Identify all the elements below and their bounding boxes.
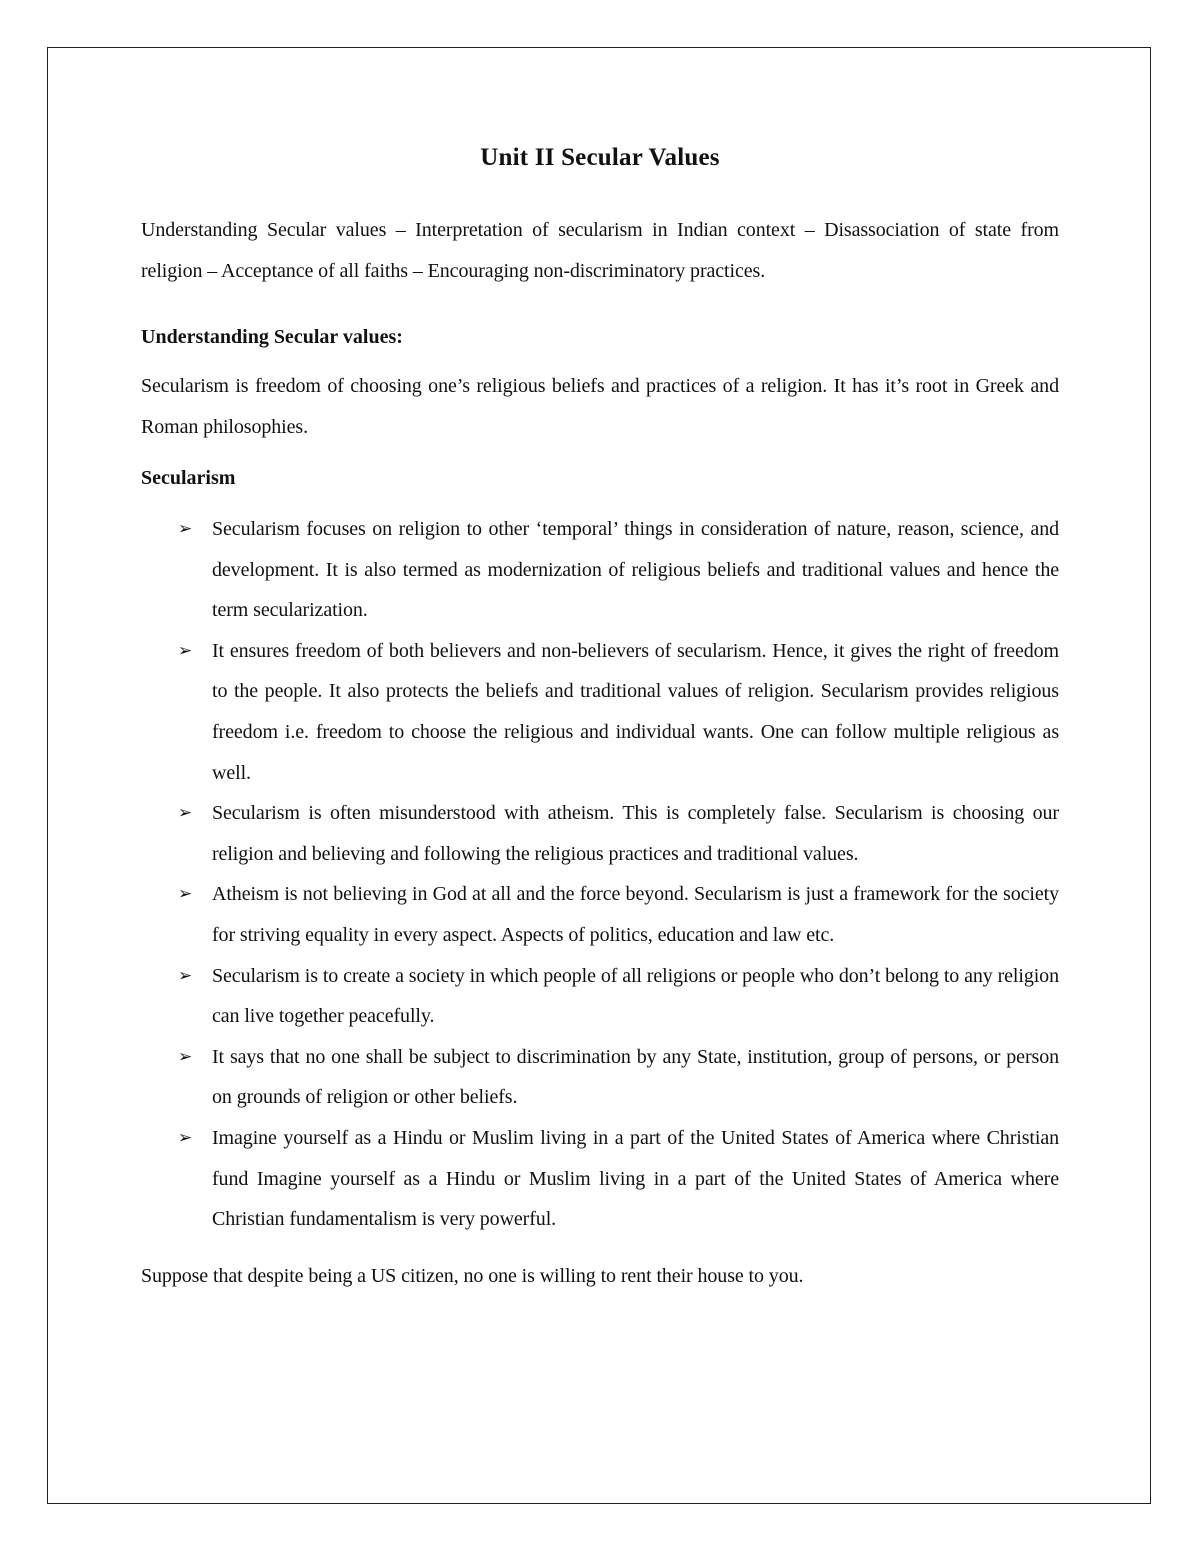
- list-item: [141, 1037, 1059, 1118]
- list-item-text: It ensures freedom of both believers and non-believers of secularism. Hence, it gives the right of freedom to the people. It also protects the beliefs and traditional values of religion. Secularism provides religious freedom i.e. freedom to choose the religious and individual wants. One can follow multiple religious as well.: [212, 639, 1059, 784]
- unit-syllabus-paragraph: Understanding Secular values – Interpretation of secularism in Indian context – Disassociation of state from religion – Acceptance of all faiths – Encouraging non-discriminatory practices.: [141, 219, 1059, 282]
- document-content: [141, 140, 1059, 1296]
- arrowhead-bullet-icon: ➢: [178, 965, 193, 986]
- arrowhead-bullet-icon: ➢: [178, 519, 193, 539]
- arrowhead-bullet-icon: ➢: [178, 1127, 193, 1148]
- arrowhead-bullet-icon: ➢: [178, 640, 193, 661]
- list-item: [141, 1118, 1059, 1240]
- secularism-definition-paragraph: Secularism is freedom of choosing one’s religious beliefs and practices of a religion. It has it’s root in Greek and Roman philosophies.: [141, 375, 1059, 438]
- list-item: [141, 956, 1059, 1037]
- section-heading-understanding: Understanding Secular values:: [141, 326, 403, 348]
- list-item: [141, 793, 1059, 874]
- list-item: [141, 631, 1059, 793]
- list-item-text: Atheism is not believing in God at all and the force beyond. Secularism is just a framework for the society for striving equality in every aspect. Aspects of politics, education and law etc.: [212, 883, 1059, 946]
- list-item: [141, 874, 1059, 955]
- closing-paragraph: Suppose that despite being a US citizen, no one is willing to rent their house to you.: [141, 1264, 804, 1287]
- list-item: [141, 509, 1059, 631]
- secularism-bullet-list: [141, 509, 1059, 1240]
- arrowhead-bullet-icon: ➢: [178, 803, 193, 824]
- page-title: Unit II Secular Values: [480, 144, 720, 171]
- arrowhead-bullet-icon: ➢: [178, 884, 193, 905]
- list-item-text: It says that no one shall be subject to discrimination by any State, institution, group of persons, or person on grounds of religion or other beliefs.: [212, 1045, 1059, 1109]
- list-item-text: Secularism is often misunderstood with atheism. This is completely false. Secularism is choosing our religion and believing and following the religious practices and traditional values.: [212, 802, 1059, 865]
- list-item-text: Imagine yourself as a Hindu or Muslim living in a part of the United States of America where Christian fund Imagine yourself as a Hindu or Muslim living in a part of the United States of America where Christian fundamentalism is very powerful.: [212, 1126, 1059, 1231]
- list-item-text: Secularism focuses on religion to other ‘temporal’ things in consideration of nature, reason, science, and development. It is also termed as modernization of religious beliefs and traditional values and hence the term secularization.: [212, 518, 1059, 622]
- section-heading-secularism: Secularism: [141, 467, 236, 489]
- list-item-text: Secularism is to create a society in which people of all religions or people who don’t belong to any religion can live together peacefully.: [212, 964, 1059, 1028]
- arrowhead-bullet-icon: ➢: [178, 1046, 193, 1067]
